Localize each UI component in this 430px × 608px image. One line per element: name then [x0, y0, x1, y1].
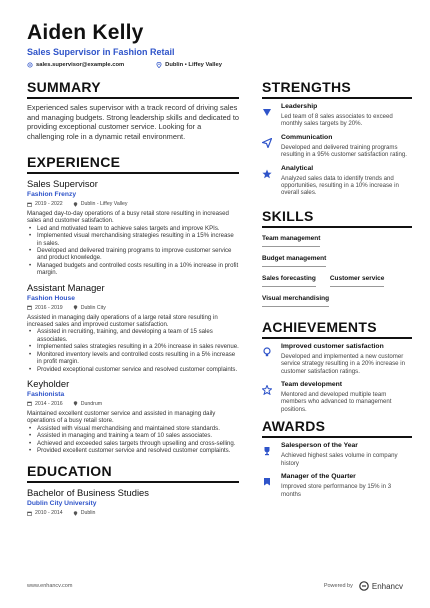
map-pin-icon [73, 511, 78, 516]
enhancv-logo-icon [359, 581, 369, 591]
strengths-title: STRENGTHS [262, 79, 352, 95]
awards-title: AWARDS [262, 418, 326, 435]
award-title: Manager of the Quarter [281, 473, 356, 481]
skills-section [262, 209, 412, 312]
at-icon [27, 62, 33, 68]
award-item [262, 473, 412, 498]
lightbulb-icon [262, 347, 272, 357]
job-title: Sales Supervisor [27, 178, 98, 189]
strengths-section [262, 80, 412, 197]
skill-tag: Visual merchandising [262, 292, 329, 307]
brand-logo[interactable] [359, 581, 403, 591]
badge-icon [262, 477, 272, 487]
job-title: Assistant Manager [27, 281, 105, 293]
job-location: Dublin City [80, 304, 106, 311]
award-title: Salesperson of the Year [281, 442, 358, 450]
job-title: Keyholder [27, 377, 70, 389]
company-name: Fashion Frenzy [27, 191, 77, 198]
brand-name: Enhancv [371, 581, 403, 591]
education-location: Dublin [80, 510, 96, 517]
achievement-title: Team development [281, 381, 343, 389]
education-section [27, 464, 239, 516]
bullet-item: • Achieved and exceeded sales targets through upselling and cross-selling. [27, 440, 239, 447]
email-text[interactable]: sales.supervisor@example.com [36, 62, 125, 68]
strength-title: Leadership [281, 103, 318, 110]
map-pin-icon [73, 305, 78, 310]
job-bullets [27, 225, 239, 277]
skill-tag: Team management [262, 232, 320, 247]
achievements-title: ACHIEVEMENTS [262, 318, 377, 335]
job-dates: 2014 - 2016 [35, 400, 63, 407]
job-dates: 2019 - 2022 [35, 201, 63, 207]
bullet-item: • Implemented sales strategies resulting in a 20% increase in sales revenue. [27, 343, 239, 350]
skill-tag: Budget management [262, 252, 326, 267]
right-column [262, 80, 412, 504]
bullet-item: • Provided excellent customer service and resolved customer complaints. [27, 447, 239, 454]
strength-item [262, 103, 412, 128]
achievement-desc: Mentored and developed multiple team members who advanced to management positions. [281, 391, 392, 413]
job-entry [27, 178, 239, 277]
skills-list [262, 232, 412, 312]
trophy-icon [262, 446, 272, 456]
strength-title: Analytical [281, 164, 314, 172]
star-icon [262, 169, 272, 179]
summary-title: SUMMARY [27, 79, 101, 95]
bullet-item: • Led and motivated team to achieve sales targets and improve KPIs. [27, 225, 239, 232]
section-divider [262, 337, 412, 339]
contact-info [27, 62, 407, 68]
job-dates: 2016 - 2019 [35, 304, 63, 311]
email-item [27, 62, 124, 68]
education-title: EDUCATION [27, 463, 112, 480]
achievement-item [262, 343, 412, 375]
summary-text: Experienced sales supervisor with a track record of driving sales and managing budgets. Strong leadership skills and dedicated to providing exceptional customer service. Looking for a challenging role in a dynamic retail environment. [27, 103, 240, 141]
job-meta [27, 401, 239, 407]
section-divider [262, 226, 412, 228]
education-meta [27, 510, 239, 516]
thumbs-up-icon [262, 107, 272, 117]
company-name: Fashionista [27, 390, 65, 398]
strength-desc: Developed and delivered training programs resulting in a 95% customer satisfaction rating. [281, 143, 407, 159]
section-divider [262, 436, 412, 438]
education-dates: 2010 - 2014 [35, 510, 63, 517]
job-location: Dublin - Liffey Valley [80, 201, 128, 207]
section-divider [262, 97, 412, 99]
award-item [262, 442, 412, 467]
job-location: Dundrum [80, 400, 103, 407]
map-pin-icon [73, 202, 78, 207]
footer-url[interactable]: www.enhancv.com [27, 583, 73, 589]
bullet-item: • Assisted in managing and training a team of 10 sales associates. [27, 432, 239, 439]
job-bullets [27, 328, 239, 372]
achievement-desc: Developed and implemented a new customer service strategy resulting in a 20% increase in customer satisfaction ratings. [281, 352, 405, 375]
strength-item [262, 165, 412, 197]
company-name: Fashion House [27, 294, 75, 302]
page-footer [27, 581, 403, 591]
job-entry [27, 282, 239, 373]
strength-desc: Led team of 8 sales associates to exceed monthly sales targets by 20%. [281, 113, 393, 128]
bullet-item: • Managed budgets and controlled costs resulting in a 10% increase in profit margin. [27, 262, 239, 277]
bullet-item: • Developed and delivered training programs to improve customer service and product knowledge. [27, 247, 239, 262]
job-description: Managed day-to-day operations of a busy retail store resulting in increased sales and customer satisfaction. [27, 210, 229, 225]
job-description: Assisted in managing daily operations of a large retail store resulting in increased sales and improved customer satisfaction. [27, 313, 218, 329]
achievement-title: Improved customer satisfaction [281, 342, 384, 350]
candidate-name: Aiden Kelly [27, 21, 144, 44]
section-divider [27, 97, 239, 99]
calendar-icon [27, 511, 32, 516]
degree-title: Bachelor of Business Studies [27, 487, 149, 499]
skill-tag: Sales forecasting [262, 272, 316, 287]
resume-header [27, 22, 407, 68]
section-divider [27, 172, 239, 174]
location-item [156, 62, 222, 68]
skills-title: SKILLS [262, 207, 314, 224]
calendar-icon [27, 202, 32, 207]
star-icon [262, 385, 272, 395]
bullet-item: • Assisted with visual merchandising and maintained store standards. [27, 425, 239, 432]
job-bullets [27, 425, 239, 455]
map-pin-icon [156, 62, 162, 68]
location-text: Dublin • Liffey Valley [165, 62, 222, 68]
job-description: Maintained excellent customer service and assisted in managing daily operations of a busy retail store. [27, 409, 216, 425]
achievement-item [262, 381, 412, 413]
achievements-section [262, 320, 412, 413]
powered-by [324, 581, 403, 591]
strength-item [262, 134, 412, 159]
map-pin-icon [73, 401, 78, 406]
powered-by-label: Powered by [323, 583, 353, 589]
award-desc: Improved store performance by 15% in 3 months [281, 483, 392, 498]
section-divider [27, 481, 239, 483]
job-meta [27, 305, 239, 311]
awards-section [262, 419, 412, 498]
skill-tag: Customer service [330, 272, 385, 287]
calendar-icon [27, 401, 32, 406]
calendar-icon [27, 305, 32, 310]
experience-title: EXPERIENCE [27, 154, 121, 170]
bullet-item: • Assisted in recruiting, training, and developing a team of 15 sales associates. [27, 328, 239, 343]
summary-section [27, 80, 239, 141]
strength-title: Communication [281, 133, 333, 141]
experience-section [27, 155, 239, 454]
bullet-item: • Monitored inventory levels and controlled costs resulting in a 5% increase in profit margin. [27, 351, 239, 366]
paper-plane-icon [262, 138, 272, 148]
job-entry [27, 378, 239, 454]
candidate-role: Sales Supervisor in Fashion Retail [27, 47, 175, 57]
bullet-item: • Implemented visual merchandising strategies resulting in a 15% increase in sales. [27, 232, 239, 247]
bullet-item: • Provided exceptional customer service and resolved customer complaints. [27, 366, 239, 373]
job-meta [27, 201, 239, 207]
award-desc: Achieved highest sales volume in company history [281, 452, 398, 467]
left-column [27, 80, 239, 516]
strength-desc: Analyzed sales data to identify trends and opportunities, resulting in a 10% increase in overall sales. [281, 174, 399, 197]
school-name: Dublin City University [27, 500, 97, 508]
